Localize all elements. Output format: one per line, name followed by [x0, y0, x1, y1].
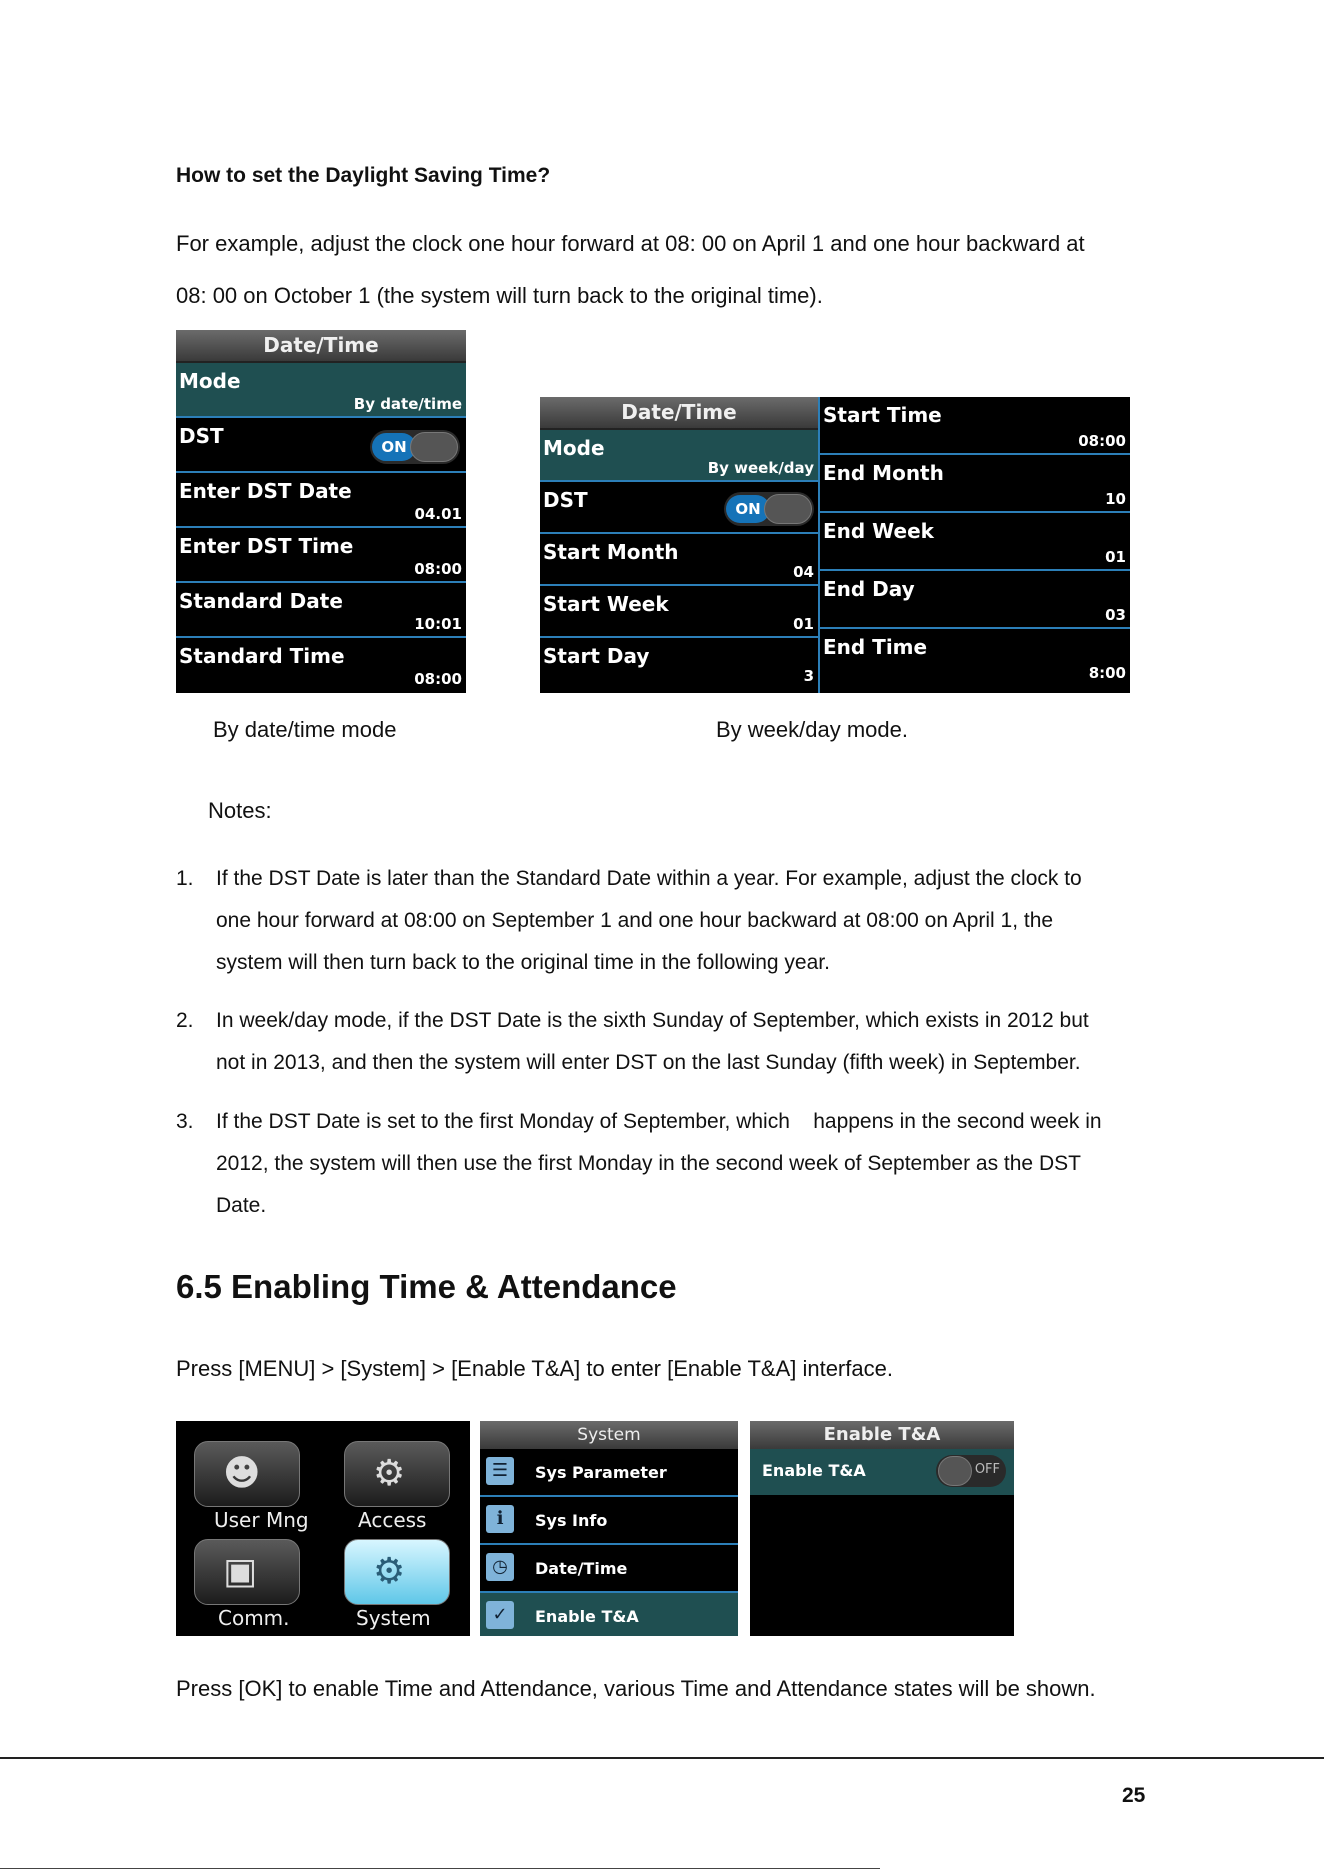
- enable-ta-label: Enable T&A: [762, 1461, 866, 1480]
- users-icon: ☻: [223, 1453, 261, 1494]
- note-line: In week/day mode, if the DST Date is the sixth Sunday of September, which exists in 2012 but: [216, 1009, 1089, 1032]
- row-label: DST: [543, 488, 588, 512]
- row-value: 08:00: [1078, 432, 1126, 450]
- note-number: 1.: [176, 867, 194, 890]
- dst-toggle: [724, 492, 814, 526]
- system-tile: [344, 1539, 450, 1605]
- access-tile: [344, 1441, 450, 1507]
- week-day-screen: [540, 397, 1130, 693]
- toggle-knob: [764, 494, 812, 524]
- end-week-row: [820, 513, 1130, 571]
- enable-ta-icon: ✓: [486, 1601, 514, 1629]
- section-instruction: Press [MENU] > [System] > [Enable T&A] to enter [Enable T&A] interface.: [176, 1356, 893, 1381]
- clock-icon: ◷: [486, 1553, 514, 1581]
- system-gear-icon: ⚙: [373, 1551, 406, 1592]
- date-time-item: [480, 1545, 738, 1593]
- enter-dst-time-row: [176, 528, 466, 583]
- start-day-row: [540, 638, 818, 688]
- row-value: 3: [803, 667, 814, 685]
- main-menu-screen: [176, 1421, 470, 1636]
- footer-rule: [0, 1757, 1324, 1759]
- start-week-row: [540, 586, 818, 638]
- parameter-icon: ☰: [486, 1457, 514, 1485]
- end-day-row: [820, 571, 1130, 629]
- row-value: 04: [793, 563, 814, 581]
- row-label: Start Day: [543, 644, 650, 668]
- dst-toggle: [370, 430, 460, 464]
- row-label: Standard Date: [179, 589, 343, 613]
- row-label: Start Month: [543, 540, 679, 564]
- screen-title: Date/Time: [540, 397, 818, 430]
- row-label: Start Week: [543, 592, 669, 616]
- menu-item-label: Sys Info: [535, 1511, 608, 1530]
- mode-row: [176, 363, 466, 418]
- note-1: [176, 858, 1216, 984]
- caption-week-day: By week/day mode.: [716, 717, 908, 742]
- row-value: 04.01: [414, 505, 462, 523]
- note-line: system will then turn back to the original time in the following year.: [216, 951, 830, 974]
- system-menu-screen: [480, 1421, 738, 1636]
- note-number: 3.: [176, 1110, 194, 1133]
- comm-tile: [194, 1539, 300, 1605]
- user-mng-tile: [194, 1441, 300, 1507]
- row-label: Standard Time: [179, 644, 345, 668]
- row-value: 10:01: [414, 615, 462, 633]
- intro-line-1: For example, adjust the clock one hour forward at 08: 00 on April 1 and one hour backward at: [176, 231, 1085, 256]
- row-value: 01: [793, 615, 814, 633]
- screen-title: System: [480, 1421, 738, 1449]
- door-gear-icon: ⚙: [373, 1453, 406, 1494]
- week-day-right-panel: [820, 397, 1130, 693]
- row-value: 8:00: [1088, 664, 1126, 682]
- note-number: 2.: [176, 1009, 194, 1032]
- toggle-off-label: OFF: [974, 1462, 1000, 1477]
- note-line: Date.: [216, 1194, 267, 1217]
- end-time-row: [820, 629, 1130, 685]
- enable-ta-row: [750, 1449, 1014, 1495]
- enable-ta-toggle: [936, 1455, 1006, 1487]
- note-3: [176, 1101, 1216, 1227]
- row-value: 03: [1105, 606, 1126, 624]
- toggle-knob: [938, 1456, 972, 1486]
- row-label: End Month: [823, 461, 944, 485]
- mode-value: By date/time: [353, 395, 462, 413]
- row-label: End Day: [823, 577, 915, 601]
- access-label: Access: [358, 1508, 427, 1532]
- enable-ta-item: [480, 1593, 738, 1636]
- note-line: not in 2013, and then the system will enter DST on the last Sunday (fifth week) in September.: [216, 1051, 1081, 1074]
- computer-antenna-icon: ▣: [223, 1551, 258, 1592]
- system-label: System: [356, 1606, 431, 1630]
- dst-label: DST: [179, 424, 224, 448]
- note-line: one hour forward at 08:00 on September 1 and one hour backward at 08:00 on April 1, the: [216, 909, 1054, 932]
- section-title: 6.5 Enabling Time & Attendance: [176, 1268, 677, 1305]
- screen-title: Date/Time: [176, 330, 466, 363]
- note-line: 2012, the system will then use the first Monday in the second week of September as the DST: [216, 1152, 1081, 1175]
- row-label: Enter DST Date: [179, 479, 352, 503]
- row-value: By week/day: [707, 459, 814, 477]
- mode-label: Mode: [179, 369, 241, 393]
- caption-date-time: By date/time mode: [213, 717, 397, 742]
- note-line: If the DST Date is set to the first Monday of September, which happens in the second week in: [216, 1110, 1102, 1133]
- row-value: 08:00: [414, 560, 462, 578]
- comm-label: Comm.: [218, 1606, 290, 1630]
- info-icon: ℹ: [486, 1505, 514, 1533]
- note-2: [176, 1000, 1216, 1084]
- dst-row: [540, 482, 818, 534]
- row-label: End Week: [823, 519, 934, 543]
- end-month-row: [820, 455, 1130, 513]
- row-value: 01: [1105, 548, 1126, 566]
- screen-title: Enable T&A: [750, 1421, 1014, 1449]
- start-time-row: [820, 397, 1130, 455]
- bottom-rule: [0, 1868, 880, 1869]
- enable-ta-screen: [750, 1421, 1014, 1636]
- section-question-heading: How to set the Daylight Saving Time?: [176, 164, 551, 187]
- mode-row: [540, 430, 818, 482]
- menu-item-label: Sys Parameter: [535, 1463, 667, 1482]
- row-label: Enter DST Time: [179, 534, 354, 558]
- week-day-left-panel: [540, 397, 820, 693]
- row-label: Start Time: [823, 403, 942, 427]
- toggle-on-label: ON: [372, 433, 416, 461]
- sys-info-item: [480, 1497, 738, 1545]
- row-value: 08:00: [414, 670, 462, 688]
- row-label: End Time: [823, 635, 928, 659]
- page-number: 25: [1122, 1784, 1146, 1807]
- menu-item-label: Date/Time: [535, 1559, 628, 1578]
- standard-date-row: [176, 583, 466, 638]
- notes-label: Notes:: [208, 798, 272, 823]
- intro-line-2: 08: 00 on October 1 (the system will turn back to the original time).: [176, 283, 823, 308]
- menu-item-label: Enable T&A: [535, 1607, 639, 1626]
- dst-row: [176, 418, 466, 473]
- final-instruction: Press [OK] to enable Time and Attendance, various Time and Attendance states will be shown.: [176, 1676, 1096, 1701]
- note-line: If the DST Date is later than the Standard Date within a year. For example, adjust the clock to: [216, 867, 1082, 890]
- enter-dst-date-row: [176, 473, 466, 528]
- date-time-screen: [176, 330, 466, 693]
- toggle-knob: [410, 432, 458, 462]
- sys-parameter-item: [480, 1449, 738, 1497]
- start-month-row: [540, 534, 818, 586]
- user-mng-label: User Mng: [214, 1508, 309, 1532]
- row-value: 10: [1105, 490, 1126, 508]
- standard-time-row: [176, 638, 466, 691]
- row-label: Mode: [543, 436, 605, 460]
- toggle-on-label: ON: [726, 495, 770, 523]
